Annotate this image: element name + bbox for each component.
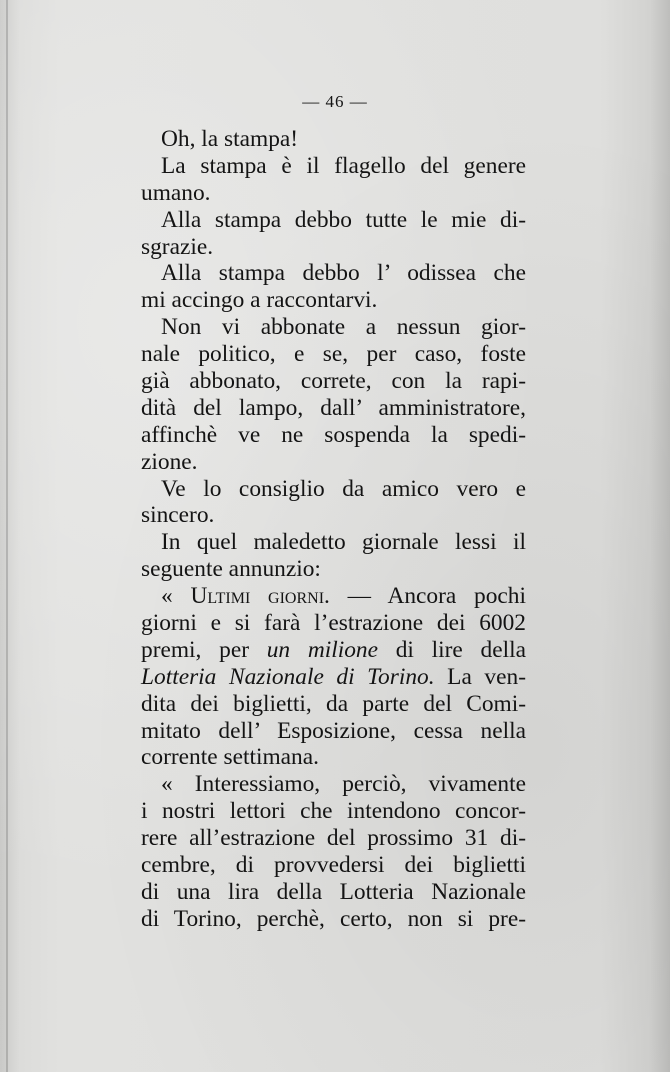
text-line: nale politico, e se, per caso, foste <box>141 341 526 368</box>
text-line: di Torino, perchè, certo, non si pre- <box>141 905 526 932</box>
text-line: seguente annunzio: <box>141 556 321 583</box>
text-line: di una lira della Lotteria Nazionale <box>141 878 526 905</box>
text-line: Oh, la stampa! <box>161 126 299 152</box>
text-line: sincero. <box>141 502 215 529</box>
text-line: affinchè ve ne sospenda la spedi- <box>141 421 526 448</box>
body-text <box>141 126 526 933</box>
text-line: cembre, di provvedersi dei biglietti <box>141 852 526 879</box>
text-line: premi, per un milione di lire della <box>141 636 526 663</box>
page-gutter-shadow <box>6 0 8 1072</box>
text-line: mi accingo a raccontarvi. <box>141 287 378 314</box>
text-line: Lotteria Nazionale di Torino. La ven- <box>141 663 526 690</box>
text-line: corrente settimana. <box>141 744 319 771</box>
text-line: rere all’estrazione del prossimo 31 di- <box>141 825 526 852</box>
text-line: In quel maledetto giornale lessi il <box>161 529 526 556</box>
text-line: « Ultimi giorni. — Ancora pochi <box>161 583 526 610</box>
text-line: dita dei biglietti, da parte del Comi- <box>141 690 526 717</box>
text-line: sgrazie. <box>141 233 214 260</box>
text-line: « Interessiamo, perciò, vivamente <box>161 771 526 798</box>
text-line: già abbonato, correte, con la rapi- <box>141 368 526 395</box>
page-number: — 46 — <box>302 92 368 111</box>
text-line: mitato dell’ Esposizione, cessa nella <box>141 717 526 744</box>
text-line: Alla stampa debbo tutte le mie di- <box>161 206 526 233</box>
text-line: La stampa è il flagello del genere <box>161 152 526 179</box>
text-line: zione. <box>141 448 198 475</box>
text-line: i nostri lettori che intendono concor- <box>141 798 526 825</box>
text-line: giorni e si farà l’estrazione dei 6002 <box>141 610 526 637</box>
text-line: Non vi abbonate a nessun gior- <box>161 314 526 341</box>
text-line: Alla stampa debbo l’ odissea che <box>161 260 526 287</box>
italic-phrase: un milione <box>266 636 378 663</box>
small-caps-heading: Ultimi giorni. <box>190 583 330 610</box>
text-line: dità del lampo, dall’ amministratore, <box>141 394 526 421</box>
text-line: umano. <box>141 179 211 206</box>
italic-phrase: Lotteria Nazionale di Torino. <box>141 663 435 690</box>
text-line: Ve lo consiglio da amico vero e <box>161 475 526 502</box>
